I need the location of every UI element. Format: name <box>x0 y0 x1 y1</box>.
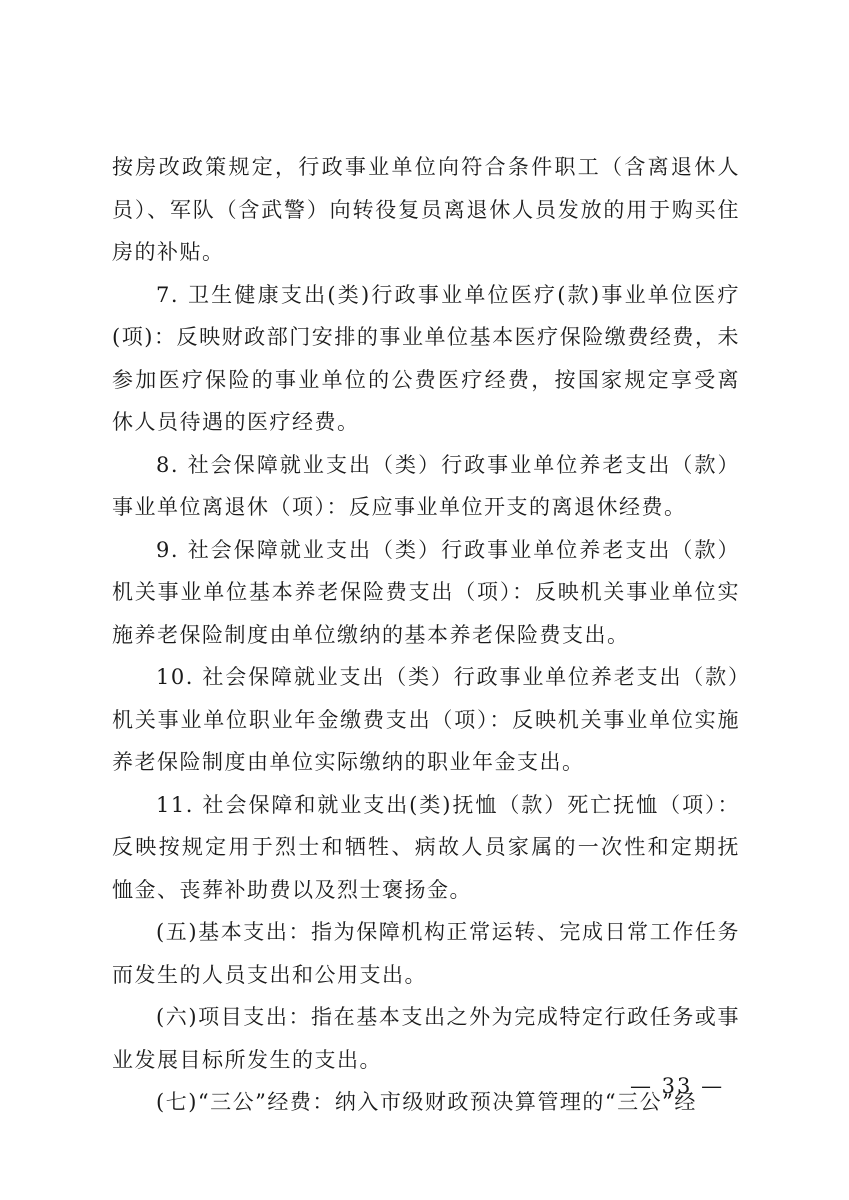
paragraph-item-9: 9. 社会保障就业支出（类）行政事业单位养老支出（款）机关事业单位基本养老保险费支出（项）：反映机关事业单位实施养老保险制度由单位缴纳的基本养老保险费支出。 <box>112 537 740 647</box>
document-body <box>112 146 740 1124</box>
paragraph-item-11: 11. 社会保障和就业支出(类)抚恤（款）死亡抚恤（项）：反映按规定用于烈士和牺牲、病故人员家属的一次性和定期抚恤金、丧葬补助费以及烈士褒扬金。 <box>112 792 740 902</box>
paragraph-housing-subsidy: 按房改政策规定，行政事业单位向符合条件职工（含离退休人员）、军队（含武警）向转役复员离退休人员发放的用于购买住房的补贴。 <box>112 155 740 264</box>
paragraph-item-10: 10. 社会保障就业支出（类）行政事业单位养老支出（款）机关事业单位职业年金缴费支出（项）：反映机关事业单位实施养老保险制度由单位实际缴纳的职业年金支出。 <box>112 665 740 774</box>
page-number: — 33 — <box>630 1074 725 1098</box>
paragraph-item-7: 7. 卫生健康支出(类)行政事业单位医疗(款)事业单位医疗(项)：反映财政部门安排的事业单位基本医疗保险缴费经费，未参加医疗保险的事业单位的公费医疗经费，按国家规定享受离休人员待遇的医疗经费。 <box>112 282 740 434</box>
paragraph-three-public-expenses: (七)“三公”经费：纳入市级财政预决算管理的“三公”经 <box>156 1090 697 1114</box>
paragraph-basic-expenditure: (五)基本支出：指为保障机构正常运转、完成日常工作任务而发生的人员支出和公用支出。 <box>112 920 740 987</box>
paragraph-item-8: 8. 社会保障就业支出（类）行政事业单位养老支出（款）事业单位离退休（项）：反应事业单位开支的离退休经费。 <box>112 452 740 519</box>
paragraph-project-expenditure: (六)项目支出：指在基本支出之外为完成特定行政任务或事业发展目标所发生的支出。 <box>112 1005 740 1072</box>
